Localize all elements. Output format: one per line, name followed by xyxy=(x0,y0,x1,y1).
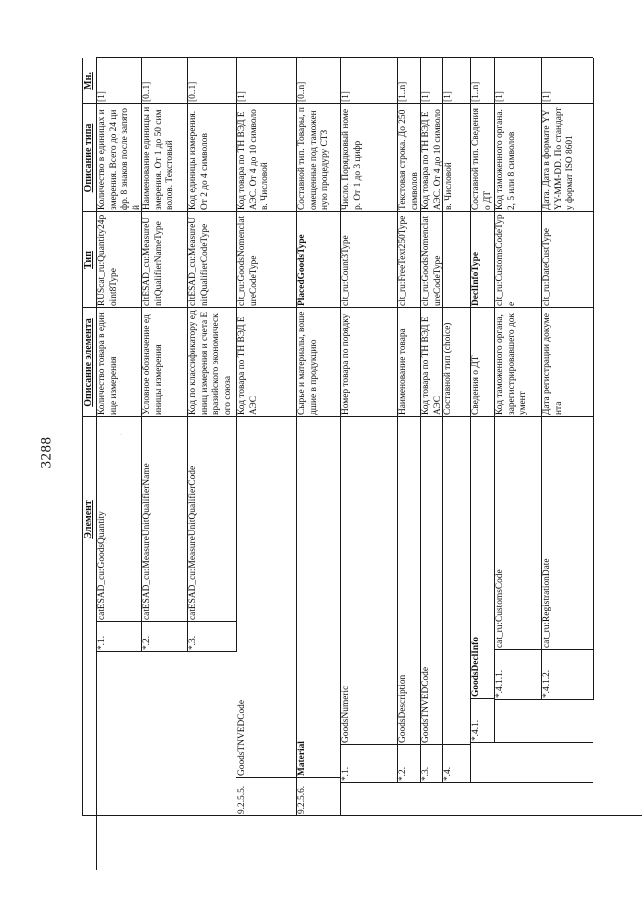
row-number: *.3. xyxy=(421,766,431,781)
table-rule xyxy=(420,211,442,212)
table-rule xyxy=(82,307,96,308)
table-rule xyxy=(82,103,96,104)
table-rule xyxy=(470,782,494,783)
table-rule xyxy=(541,742,593,743)
table-rule xyxy=(420,416,442,417)
table-rule xyxy=(187,307,236,308)
type-description xyxy=(442,104,470,212)
table-rule xyxy=(187,103,236,104)
type-description: Код товара по ТН ВЭД ЕАЭС. От 4 до 10 символов. Числовой xyxy=(421,109,454,210)
table-rule xyxy=(236,211,296,212)
table-rule xyxy=(494,416,541,417)
type-name: clt_ru:CustomsCodeType xyxy=(495,214,517,306)
multiplicity: [1] xyxy=(97,91,107,102)
type-description: Составной тип. Товары, помещенные под таможенную процедуру СТЗ xyxy=(297,107,330,210)
element-name: GoodsTNVEDCode xyxy=(237,699,247,776)
element-name: cat_ru:CustomsCode xyxy=(495,569,505,648)
type-name: clt_ru:DateCustType xyxy=(542,228,552,306)
type-name: RUScat_ru:Quantity24point8Type xyxy=(97,214,119,306)
type-description: Код единицы измерения. От 2 до 4 символов xyxy=(188,110,210,210)
element-description: Условное обозначение единицы измерения xyxy=(142,314,164,415)
type-name: clt_ru:GoodsNomenclatureCodeType xyxy=(237,215,259,306)
table-rule xyxy=(541,57,593,58)
multiplicity: [1..n] xyxy=(398,81,408,102)
type-description: Дата. Дата в формате YYYY-MM-DD. По стандарту формат ISO 8601 xyxy=(542,107,575,210)
table-rule xyxy=(470,103,494,104)
table-rule xyxy=(397,416,420,417)
row-number: *.4.1.1. xyxy=(495,669,505,698)
table-rule xyxy=(141,416,187,417)
table-rule xyxy=(236,307,296,308)
elements-table xyxy=(82,30,628,870)
table-rule xyxy=(442,307,470,308)
row-number: *.3. xyxy=(188,635,198,650)
table-rule xyxy=(541,103,593,104)
multiplicity: [1..n] xyxy=(471,81,481,102)
element-description: Код по классификатору единиц измерения и счета Евразийского экономического союза xyxy=(188,310,233,415)
table-rule xyxy=(141,211,187,212)
table-rule xyxy=(187,416,236,417)
table-rule xyxy=(82,815,642,816)
multiplicity: [0..1] xyxy=(142,81,152,102)
table-rule xyxy=(494,57,541,58)
type-description: Количество в единицах измерения. Всего до 24 цифр. 8 знаков после запятой xyxy=(97,108,142,210)
table-rule xyxy=(397,211,420,212)
element-name: catESAD_cu:MeasureUnitQualifierCode xyxy=(188,465,198,620)
row-number: *.4.1. xyxy=(471,719,481,741)
table-rule xyxy=(541,307,593,308)
multiplicity: [0..1] xyxy=(188,81,198,102)
table-rule xyxy=(494,782,541,783)
table-rule xyxy=(494,211,541,212)
table-rule xyxy=(442,416,470,417)
element-description: Сведения о ДТ xyxy=(471,355,481,415)
table-rule xyxy=(96,307,141,308)
table-rule xyxy=(442,211,470,212)
table-rule xyxy=(397,103,420,104)
table-rule xyxy=(470,307,494,308)
element-name xyxy=(442,417,470,745)
table-rule xyxy=(296,57,340,58)
type-name: clt_ru:Count3Type xyxy=(341,235,351,306)
type-name: PlacedGoodsType xyxy=(297,234,307,306)
col-header-element-desc: Описание элемента xyxy=(83,318,94,407)
row-number: *.1. xyxy=(97,635,107,650)
type-description: Наименование единицы измерения. От 1 до 50 символов. Текстовый xyxy=(142,106,175,210)
row-number: *.4. xyxy=(443,766,453,781)
table-rule xyxy=(494,742,541,743)
table-rule xyxy=(340,307,397,308)
table-rule xyxy=(96,416,141,417)
type-name xyxy=(442,212,470,308)
element-description: Наименование товара xyxy=(398,328,408,415)
table-rule xyxy=(296,307,340,308)
table-rule xyxy=(82,211,96,212)
table-rule xyxy=(296,211,340,212)
element-name: Material xyxy=(297,741,307,776)
table-rule xyxy=(141,307,187,308)
table-rule xyxy=(541,416,593,417)
col-header-type: Тип xyxy=(83,251,94,269)
element-name: GoodsNumeric xyxy=(341,685,351,743)
table-rule xyxy=(442,103,470,104)
table-rule xyxy=(470,57,494,58)
table-rule xyxy=(541,211,593,212)
element-name: GoodsDeclInfo xyxy=(471,637,481,697)
table-rule xyxy=(141,103,187,104)
element-description: Номер товара по порядку xyxy=(341,313,351,415)
element-description: Составной тип (choice) xyxy=(443,322,453,415)
table-rule xyxy=(340,211,397,212)
type-name: cltESAD_cu:MeasureUnitQualifierCodeType xyxy=(188,216,210,306)
table-rule xyxy=(340,416,397,417)
row-number: 9.2.5.5. xyxy=(237,785,247,814)
table-rule xyxy=(397,57,420,58)
element-description: Сырье и материалы, вошедшие в продукцию xyxy=(297,311,319,415)
table-rule xyxy=(187,57,236,58)
table-rule xyxy=(420,307,442,308)
table-rule xyxy=(470,416,494,417)
table-rule xyxy=(593,58,594,700)
type-name: clt_ru:FreeText250Type xyxy=(398,215,408,306)
table-rule xyxy=(442,57,470,58)
element-name: catESAD_cu:GoodsQuantity xyxy=(97,511,107,620)
row-number: *.4.1.2. xyxy=(542,669,552,698)
element-description: Количество товара в единице измерения xyxy=(97,312,119,415)
type-name: clt_ru:GoodsNomenclatureCodeType xyxy=(421,215,443,306)
multiplicity: [1] xyxy=(443,91,453,102)
col-header-mult: Мн. xyxy=(83,72,94,90)
row-number: *.2. xyxy=(398,766,408,781)
table-rule xyxy=(141,57,187,58)
type-name: DeclInfoType xyxy=(471,252,481,306)
table-rule xyxy=(397,307,420,308)
multiplicity: [1] xyxy=(341,91,351,102)
table-rule xyxy=(340,57,397,58)
table-rule xyxy=(82,416,96,417)
table-rule xyxy=(494,307,541,308)
element-name: catESAD_cu:MeasureUnitQualifierName xyxy=(142,463,152,620)
type-description: Код таможенного органа. 2, 5 или 8 символов xyxy=(495,109,517,210)
table-rule xyxy=(236,57,296,58)
element-description: Код товара по ТН ВЭД ЕАЭС xyxy=(421,316,443,415)
table-rule xyxy=(340,103,397,104)
table-rule xyxy=(236,416,296,417)
type-name: cltESAD_cu:MeasureUnitQualifierNameType xyxy=(142,216,164,306)
multiplicity: [1] xyxy=(237,91,247,102)
element-description: Код товара по ТН ВЭД ЕАЭС xyxy=(237,316,259,415)
type-description: Составной тип. Сведения о ДТ xyxy=(471,108,493,210)
scan-noise: · xyxy=(116,433,126,436)
table-rule xyxy=(420,57,442,58)
col-header-type-desc: Описание типа xyxy=(83,123,94,193)
row-number: *.1. xyxy=(341,766,351,781)
type-description: Текстовая строка. До 250 символов xyxy=(398,109,420,210)
multiplicity: [1] xyxy=(495,91,505,102)
element-description: Код таможенного органа, зарегистрировавшего документ xyxy=(495,313,528,415)
table-rule xyxy=(296,103,340,104)
type-description: Число. Порядковый номер. От 1 до 3 цифр xyxy=(341,108,363,210)
table-rule xyxy=(96,651,236,652)
page-number: 3288 xyxy=(38,436,55,469)
element-name: GoodsTNVEDCode xyxy=(421,666,431,743)
table-rule xyxy=(296,416,340,417)
table-rule xyxy=(541,782,593,783)
element-name: cat_ru:RegistrationDate xyxy=(542,558,552,648)
row-number: *.2. xyxy=(142,635,152,650)
table-rule xyxy=(494,103,541,104)
type-description: Код товара по ТН ВЭД ЕАЭС. От 4 до 10 символов. Числовой xyxy=(237,109,270,210)
table-rule xyxy=(236,103,296,104)
multiplicity: [0..n] xyxy=(297,81,307,102)
col-header-element: Элемент xyxy=(83,500,94,539)
multiplicity: [1] xyxy=(542,91,552,102)
element-description: Дата регистрации документа xyxy=(542,313,564,415)
table-rule xyxy=(187,211,236,212)
table-rule xyxy=(96,57,141,58)
table-rule xyxy=(96,103,141,104)
multiplicity: [1] xyxy=(421,91,431,102)
row-number: 9.2.5.6. xyxy=(297,785,307,814)
table-rule xyxy=(96,211,141,212)
element-name: GoodsDescription xyxy=(398,674,408,743)
table-rule xyxy=(470,211,494,212)
table-rule xyxy=(420,103,442,104)
